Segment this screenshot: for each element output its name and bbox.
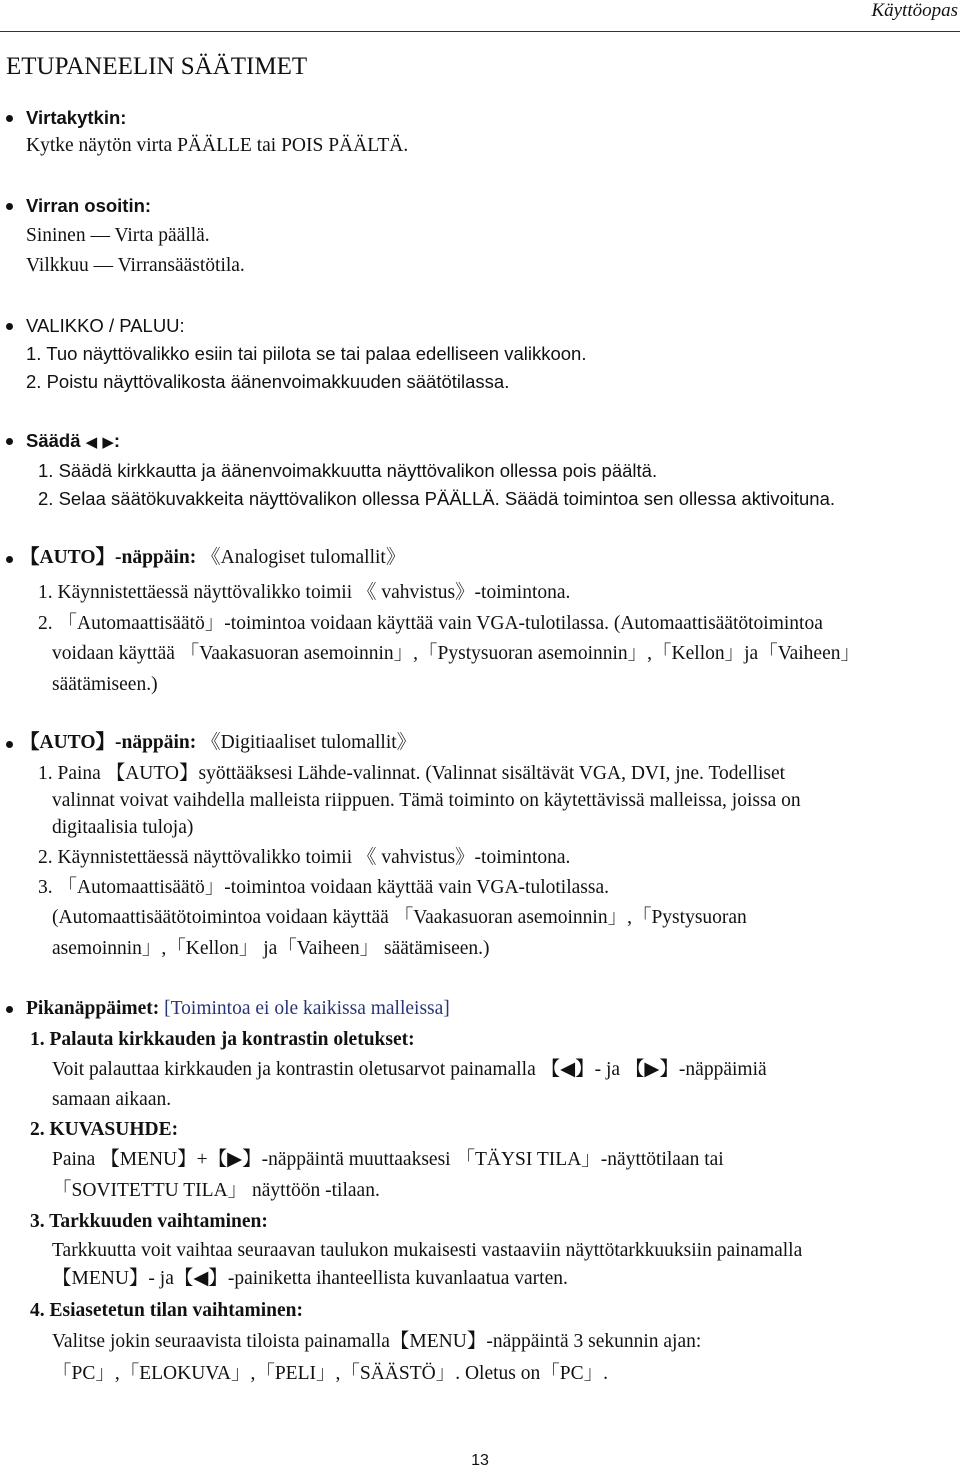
auto-analog-line: 1. Käynnistettäessä näyttövalikko toimii 《 vahvistus》-toimintona.	[38, 582, 571, 603]
auto-analog-line: 2. 「Automaattisäätö」-toimintoa voidaan käyttää vain VGA-tulotilassa. (Automaattisäätötoimintoa	[38, 613, 823, 634]
auto-digital-line: valinnat voivat vaihdella malleista riippuen. Tämä toiminto on käytettävissä malleissa, joissa on	[52, 790, 801, 811]
hotkey-section-title: 3. Tarkkuuden vaihtaminen:	[30, 1211, 268, 1232]
power-switch-heading: Virtakytkin:	[26, 107, 127, 128]
auto-analog-heading	[20, 546, 405, 570]
page-title: ETUPANEELIN SÄÄTIMET	[6, 53, 308, 80]
auto-analog-key: 【AUTO】-näppäin:	[20, 547, 197, 568]
hotkey-line: Valitse jokin seuraavista tiloista painamalla【MENU】-näppäintä 3 sekunnin ajan:	[52, 1331, 702, 1352]
hotkey-line: Voit palauttaa kirkkauden ja kontrastin oletusarvot painamalla 【◀】- ja 【▶】-näppäimiä	[52, 1059, 767, 1080]
adjust-line: 1. Säädä kirkkautta ja äänenvoimakkuutta näyttövalikon ollessa pois päältä.	[38, 460, 658, 481]
auto-analog-mode: 《Analogiset tulomallit》	[201, 547, 406, 568]
hotkey-line: Tarkkuutta voit vaihtaa seuraavan taulukon mukaisesti vastaaviin näyttötarkkuuksiin painamalla	[52, 1240, 803, 1261]
power-switch-text: Kytke näytön virta PÄÄLLE tai POIS PÄÄLTÄ.	[26, 135, 409, 156]
power-indicator-line: Vilkkuu — Virransäästötila.	[26, 255, 245, 276]
hotkey-section-title: 4. Esiasetetun tilan vaihtaminen:	[30, 1300, 304, 1321]
auto-digital-line: 1. Paina 【AUTO】syöttääksesi Lähde-valinnat. (Valinnat sisältävät VGA, DVI, jne. Todelliset	[38, 763, 786, 784]
bullet-icon	[6, 323, 13, 330]
auto-digital-key: 【AUTO】-näppäin:	[20, 732, 197, 753]
right-arrow-icon: ▶	[102, 434, 114, 451]
bullet-icon	[6, 203, 13, 210]
auto-digital-line: 2. Käynnistettäessä näyttövalikko toimii 《 vahvistus》-toimintona.	[38, 847, 571, 868]
hotkeys-heading	[26, 997, 450, 1021]
adjust-heading-label: Säädä	[26, 430, 81, 451]
bullet-icon	[6, 741, 13, 748]
bullet-icon	[6, 1006, 13, 1013]
hotkey-section-title: 2. KUVASUHDE:	[30, 1119, 179, 1140]
menu-return-line: 2. Poistu näyttövalikosta äänenvoimakkuuden säätötilassa.	[26, 371, 510, 392]
hotkey-line: 【MENU】- ja【◀】-painiketta ihanteellista kuvanlaatua varten.	[52, 1268, 568, 1289]
hotkeys-note: [Toimintoa ei ole kaikissa malleissa]	[164, 998, 450, 1019]
auto-digital-line: 3. 「Automaattisäätö」-toimintoa voidaan käyttää vain VGA-tulotilassa.	[38, 877, 609, 898]
adjust-heading	[26, 429, 120, 455]
bullet-icon	[6, 115, 13, 122]
menu-return-heading: VALIKKO / PALUU:	[26, 315, 185, 336]
page-number: 13	[471, 1452, 489, 1469]
auto-digital-mode: 《Digitiaaliset tulomallit》	[201, 732, 417, 753]
adjust-line: 2. Selaa säätökuvakkeita näyttövalikon ollessa PÄÄLLÄ. Säädä toimintoa sen ollessa aktivoituna.	[38, 488, 836, 509]
guide-title: Käyttöopas	[871, 0, 958, 21]
auto-digital-line: (Automaattisäätötoimintoa voidaan käyttää 「Vaakasuoran asemoinnin」,「Pystysuoran	[52, 907, 747, 928]
header-rule	[0, 31, 960, 32]
hotkey-line: samaan aikaan.	[52, 1089, 172, 1110]
auto-digital-line: asemoinnin」,「Kellon」 ja「Vaiheen」 säätämiseen.)	[52, 938, 490, 959]
hotkey-line: Paina 【MENU】+【▶】-näppäintä muuttaaksesi 「TÄYSI TILA」-näyttötilaan tai	[52, 1149, 724, 1170]
hotkey-line: 「SOVITETTU TILA」 näyttöön -tilaan.	[52, 1180, 380, 1201]
auto-analog-line: voidaan käyttää 「Vaakasuoran asemoinnin」,「Pystysuoran asemoinnin」,「Kellon」ja「Vaiheen」	[52, 643, 860, 664]
auto-analog-line: säätämiseen.)	[52, 674, 158, 695]
power-indicator-line: Sininen — Virta päällä.	[26, 225, 210, 246]
bullet-icon	[6, 556, 13, 563]
bullet-icon	[6, 438, 13, 445]
hotkeys-heading-label: Pikanäppäimet:	[26, 998, 160, 1019]
hotkey-section-title: 1. Palauta kirkkauden ja kontrastin oletukset:	[30, 1029, 415, 1050]
adjust-colon: :	[113, 430, 121, 451]
auto-digital-heading	[20, 731, 416, 755]
hotkey-line: 「PC」,「ELOKUVA」,「PELI」,「SÄÄSTÖ」. Oletus on「PC」.	[52, 1363, 608, 1384]
power-indicator-heading: Virran osoitin:	[26, 195, 152, 216]
auto-digital-line: digitaalisia tuloja)	[52, 817, 194, 838]
left-arrow-icon: ◀	[85, 434, 98, 451]
menu-return-line: 1. Tuo näyttövalikko esiin tai piilota se tai palaa edelliseen valikkoon.	[26, 343, 587, 364]
